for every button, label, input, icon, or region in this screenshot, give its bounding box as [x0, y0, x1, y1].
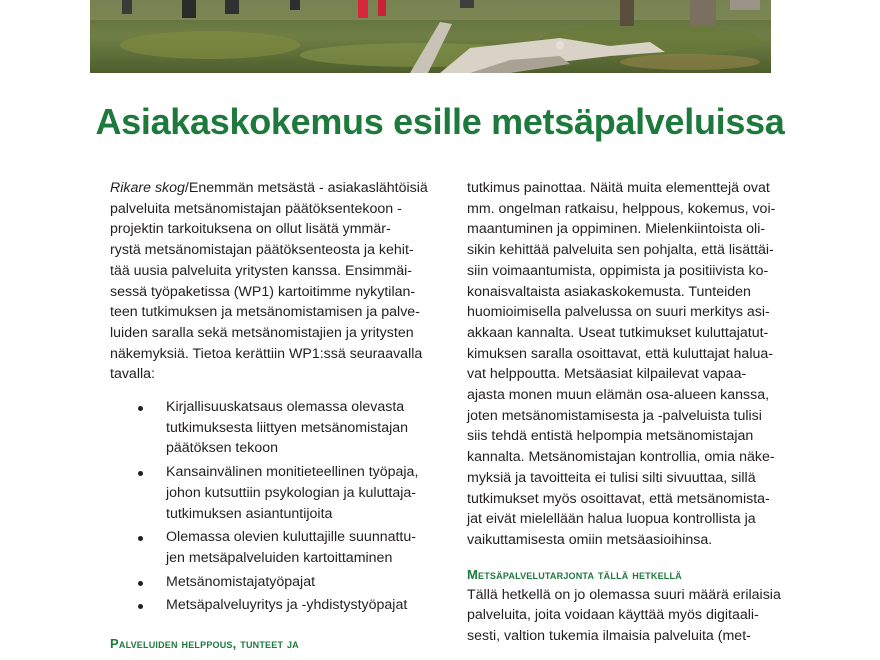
- intro-line: teen tutkimuksen ja metsänomistamisen ja palve-: [110, 304, 420, 321]
- body-line: jat eivät mielellään halua luopua kontrollista ja: [467, 511, 756, 528]
- intro-line: luiden saralla sekä metsänomistajien ja yritysten: [110, 324, 414, 341]
- bullet-icon: [138, 581, 143, 586]
- body-line: joten metsänomistamisesta ja -palveluista tulisi: [467, 407, 762, 424]
- list-item: Metsäpalveluyritys ja -yhdistystyöpajat: [136, 595, 430, 616]
- section-heading: Metsäpalvelutarjonta tällä hetkellä: [467, 566, 682, 582]
- intro-line: palveluita metsänomistajan päätöksentekoon -: [110, 200, 402, 217]
- body-line: vaikuttamisesta omiin metsäasioihinsa.: [467, 531, 713, 548]
- intro-line: näkemyksiä. Tietoa kerättiin WP1:ssä seuraavalla: [110, 345, 423, 362]
- right-column: [467, 178, 787, 647]
- body-line: konaisvaltaista asiakaskokemusta. Tunteiden: [467, 283, 751, 300]
- bullet-icon: [138, 406, 143, 411]
- intro-line: Rikare skog/Enemmän metsästä - asiakaslähtöisiä: [110, 180, 428, 196]
- body-line: Tällä hetkellä on jo olemassa suuri määrä erilaisia: [467, 586, 781, 603]
- list-item: Metsänomistajatyöpajat: [136, 572, 430, 593]
- body-line: tutkimukset myös osoittavat, että metsänomista-: [467, 490, 770, 507]
- bullet-icon: [138, 471, 143, 476]
- body-line: tutkimus painottaa. Näitä muita elementtejä ovat: [467, 180, 770, 196]
- body-line: siin voimaantumista, oppimista ja positiivista ko-: [467, 262, 769, 279]
- body-line: maantuminen ja oppiminen. Mielenkiintoista oli-: [467, 221, 766, 238]
- body-line: mm. ongelman ratkaisu, helppous, kokemus, voi-: [467, 200, 776, 217]
- list-item: Kansainvälinen monitieteellinen työpaja, johon kutsuttiin psykologian ja kuluttaja- tutkimuksen asiantuntijoita: [136, 462, 430, 524]
- body-line: akkaan kannalta. Useat tutkimukset kuluttajatut-: [467, 324, 769, 341]
- body-line: kimuksen saralla osoittavat, että kuluttajat halua-: [467, 345, 773, 362]
- section-heading: Palveluiden helppous, tunteet ja: [110, 636, 299, 652]
- body-line: sikin kehittää palveluita sen pohjalta, että lisättäi-: [467, 242, 774, 259]
- body-line: ajasta monen muun elämän osa-alueen kanssa,: [467, 387, 770, 404]
- project-name: Rikare skog: [110, 180, 185, 196]
- body-line: sesti, valtion tukemia ilmaisia palveluita (met-: [467, 628, 751, 645]
- intro-line: tää uusia palveluita yritysten kanssa. Ensimmäi-: [110, 262, 413, 279]
- body-line: vat helppoutta. Metsäasiat kilpailevat vapaa-: [467, 366, 747, 383]
- page-title: Asiakaskokemus esille metsäpalveluissa: [95, 101, 785, 142]
- forest-photo: [90, 0, 771, 73]
- body-line: palveluita, joita voidaan käyttää myös digitaali-: [467, 607, 759, 624]
- bullet-icon: [138, 604, 143, 609]
- list-item: Kirjallisuuskatsaus olemassa olevasta tutkimuksesta liittyen metsänomistajan päätöksen tekoon: [136, 397, 430, 459]
- bullet-icon: [138, 536, 143, 541]
- intro-line: sessä työpaketissa (WP1) kartoitimme nykytilan-: [110, 283, 416, 300]
- body-line: huomioimisella palvelussa on suuri merkitys asi-: [467, 304, 770, 321]
- methods-list: [110, 397, 430, 616]
- left-column: [110, 178, 430, 654]
- intro-line: tavalla:: [110, 366, 155, 383]
- body-line: kannalta. Metsänomistajan kontrollia, omia näke-: [467, 449, 775, 466]
- intro-line: projektin tarkoituksena on ollut lisätä ymmär-: [110, 221, 391, 238]
- list-item: Olemassa olevien kuluttajille suunnattu- jen metsäpalveluiden kartoittaminen: [136, 527, 430, 568]
- intro-line: rystä metsänomistajan päätöksenteosta ja kehit-: [110, 242, 414, 259]
- body-line: siis tehdä entistä helpompia metsänomistajan: [467, 428, 754, 445]
- body-line: myksiä ja tavoitteita ei tulisi silti sivuuttaa, sillä: [467, 469, 756, 486]
